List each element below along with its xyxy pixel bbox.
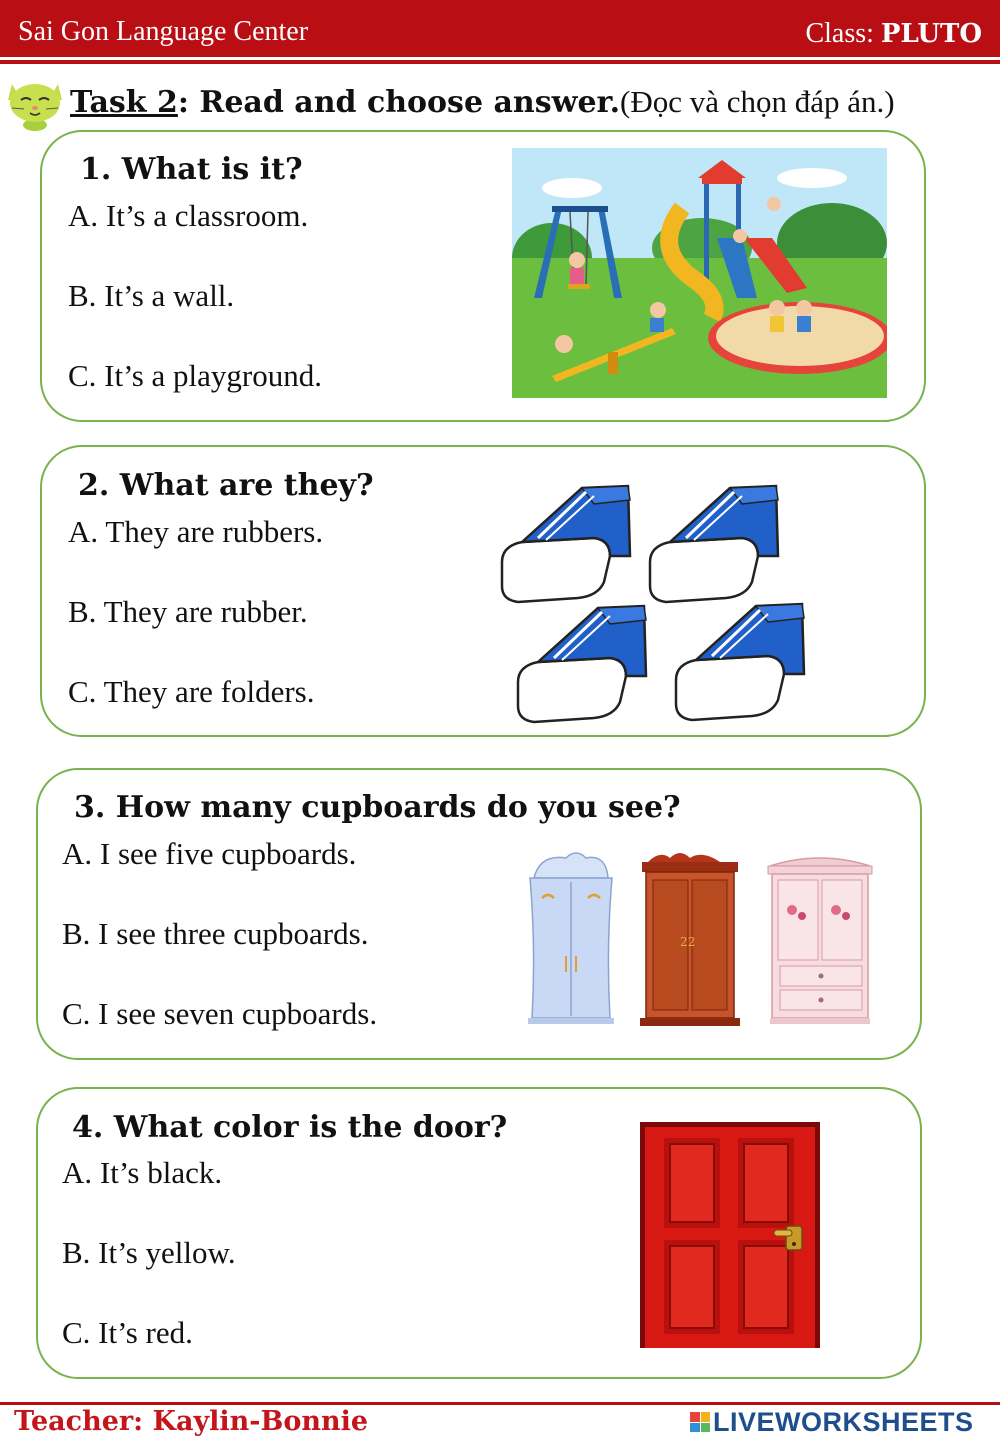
header-divider	[0, 60, 1000, 64]
question-title-3: 3. How many cupboards do you see?	[74, 790, 681, 825]
playground-picture	[512, 148, 887, 398]
class-name: PLUTO	[880, 19, 982, 49]
option-3a[interactable]: A. I see five cupboards.	[62, 836, 357, 871]
option-2a[interactable]: A. They are rubbers.	[68, 514, 324, 549]
liveworksheets-logo	[690, 1404, 974, 1440]
option-3b[interactable]: B. I see three cupboards.	[62, 916, 369, 951]
option-1a[interactable]: A. It’s a classroom.	[68, 198, 309, 233]
option-4c[interactable]: C. It’s red.	[62, 1315, 193, 1350]
option-2b[interactable]: B. They are rubber.	[68, 594, 308, 629]
rubbers-picture	[496, 480, 816, 725]
option-1c[interactable]: C. It’s a playground.	[68, 358, 322, 393]
liveworksheets-grid-icon	[690, 1412, 710, 1432]
svg-text:22: 22	[680, 935, 696, 949]
class-label	[805, 18, 982, 50]
cat-icon	[4, 70, 66, 132]
option-4b[interactable]: B. It’s yellow.	[62, 1235, 236, 1270]
cupboards-picture	[520, 848, 880, 1034]
question-title-4: 4. What color is the door?	[72, 1110, 508, 1145]
task-instruction: : Read and choose answer.	[177, 85, 621, 120]
teacher-name: Teacher: Kaylin-Bonnie	[14, 1406, 369, 1437]
liveworksheets-brand: LIVEWORKSHEETS	[713, 1406, 974, 1437]
option-4a[interactable]: A. It’s black.	[62, 1155, 223, 1190]
option-3c[interactable]: C. I see seven cupboards.	[62, 996, 378, 1031]
question-title-2: 2. What are they?	[78, 468, 374, 503]
center-name: Sai Gon Language Center	[18, 16, 309, 47]
task-label: Task 2	[70, 85, 178, 120]
red-door-picture	[640, 1122, 820, 1348]
task-translation: (Đọc và chọn đáp án.)	[620, 84, 895, 119]
task-title	[70, 84, 895, 120]
option-1b[interactable]: B. It’s a wall.	[68, 278, 235, 313]
option-2c[interactable]: C. They are folders.	[68, 674, 315, 709]
class-prefix: Class:	[805, 18, 874, 49]
question-title-1: 1. What is it?	[80, 152, 303, 187]
